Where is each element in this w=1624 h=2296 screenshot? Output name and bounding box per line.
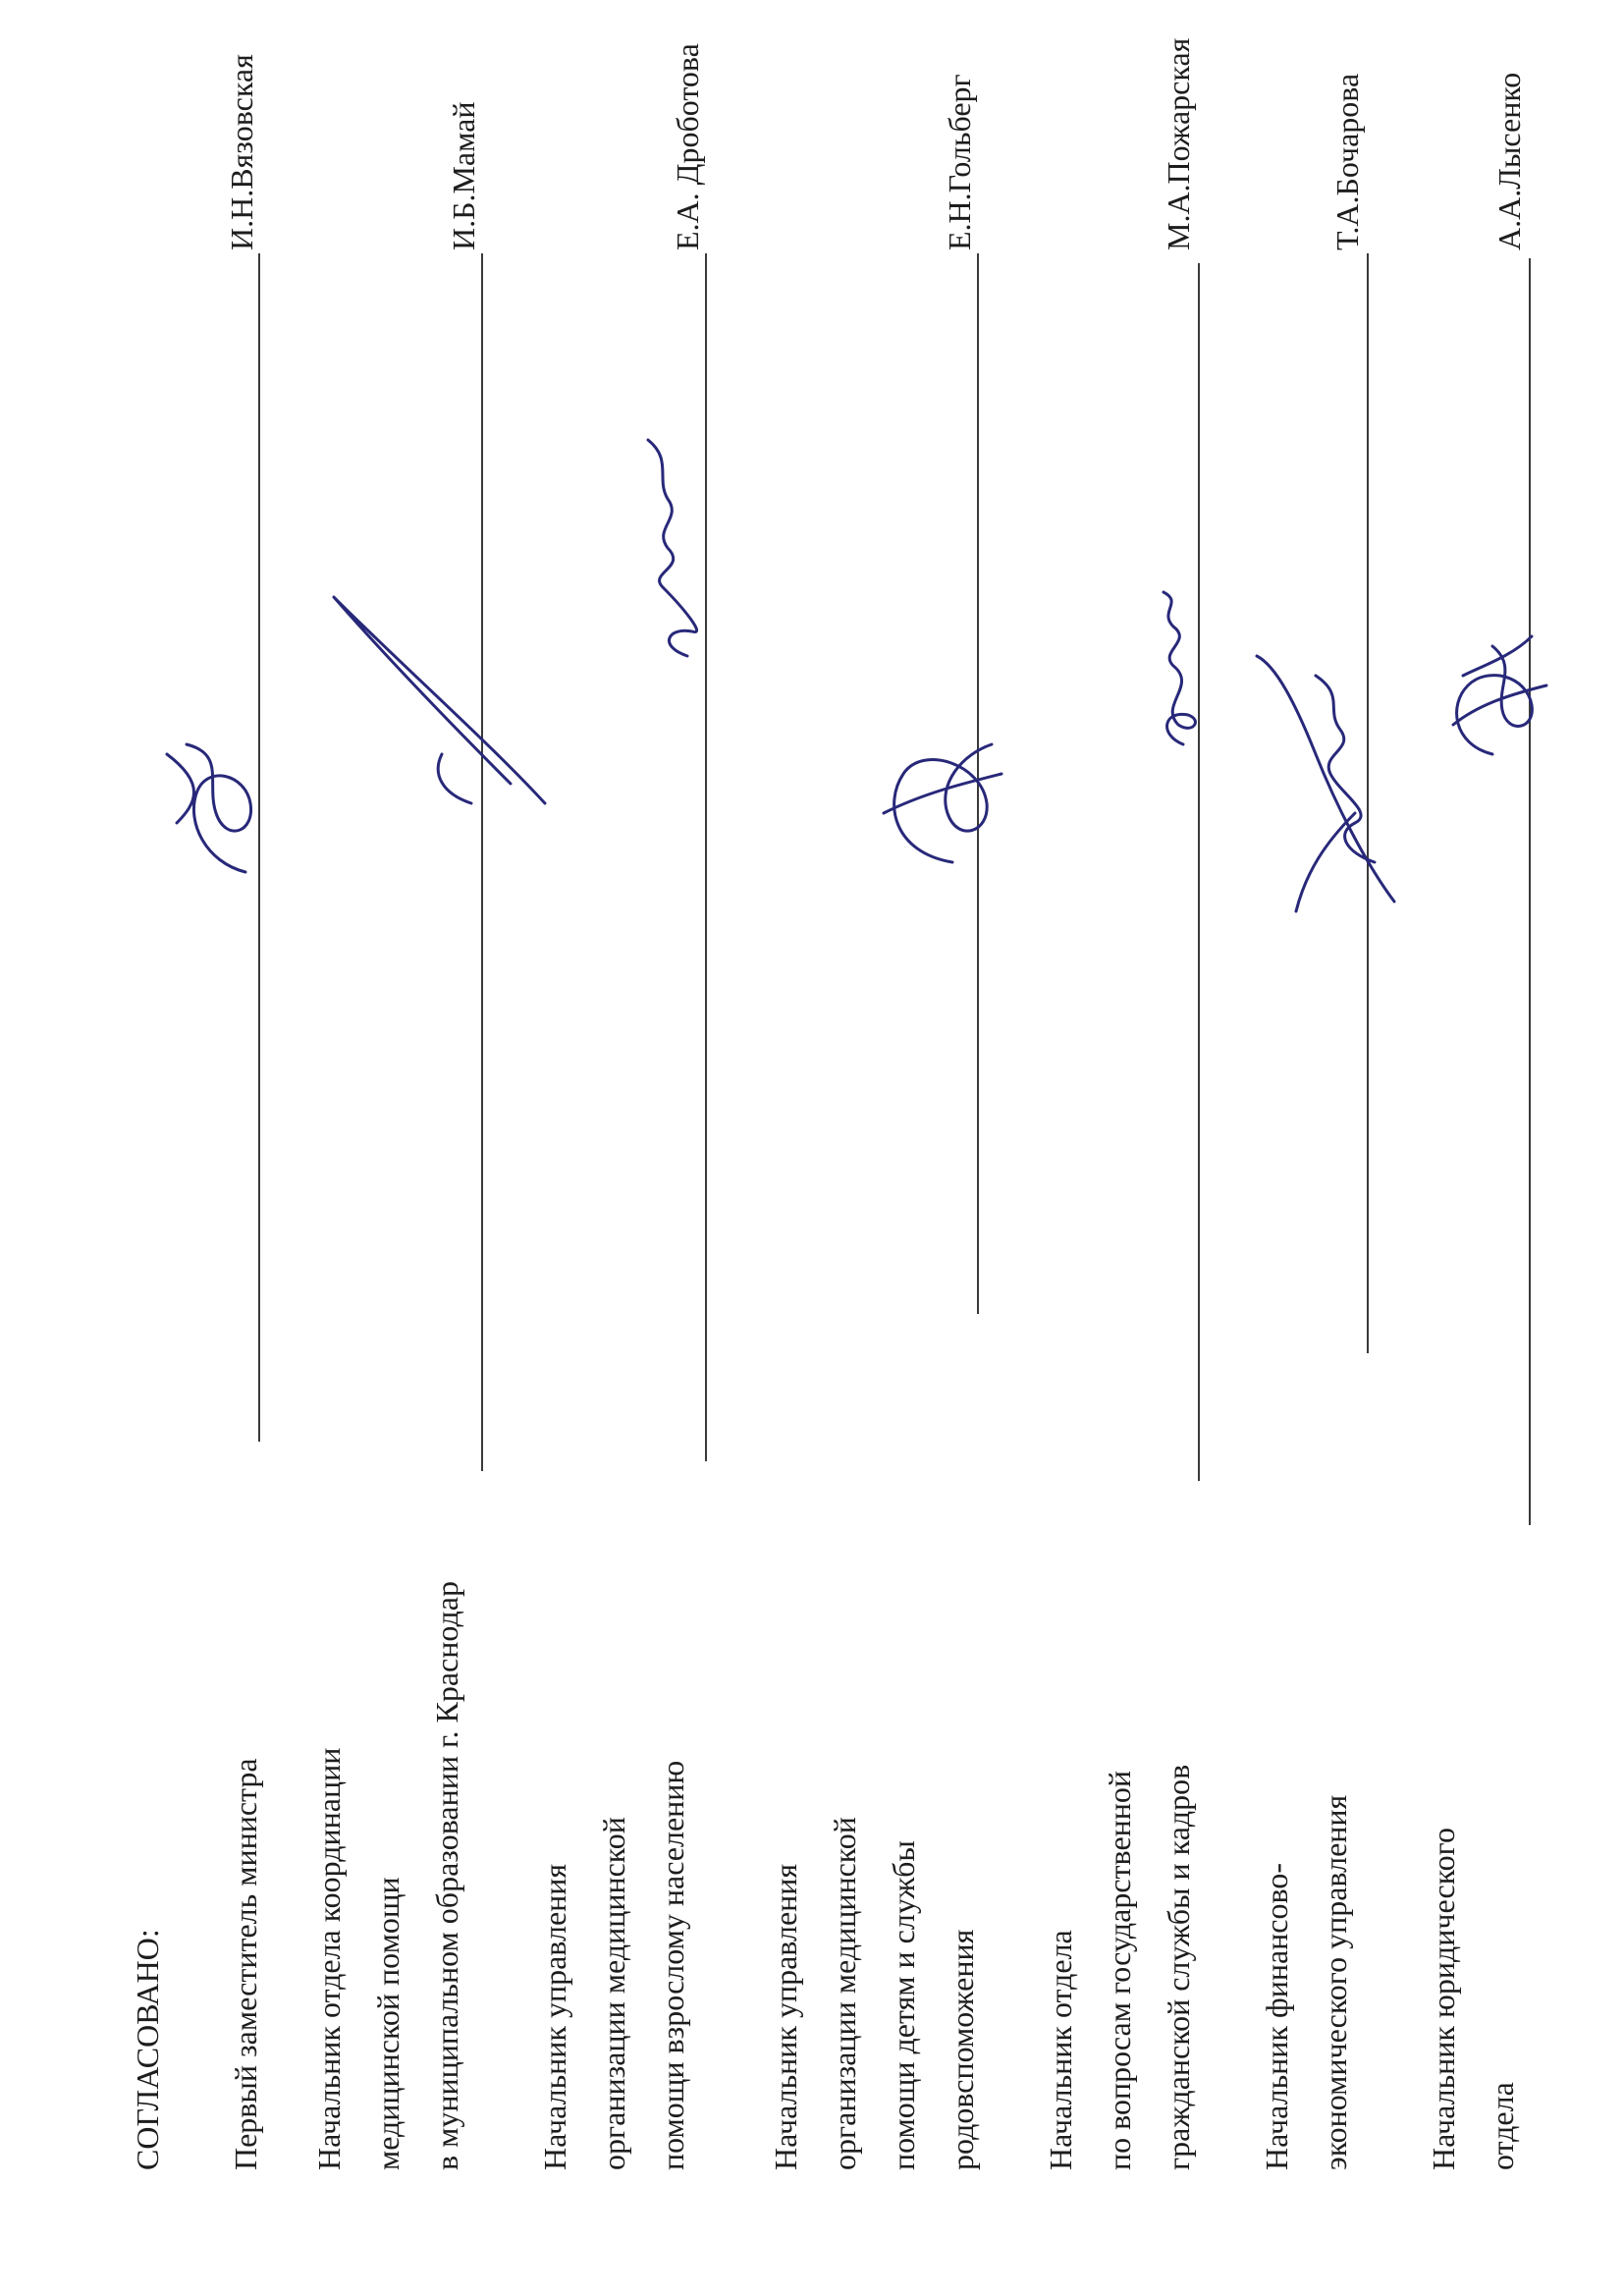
position-line: родовспоможения (945, 1929, 980, 2170)
signatory-name: М.А.Пожарская (1161, 37, 1196, 250)
signatory-name: И.Б.Мамай (446, 101, 481, 250)
position-line: отдела (1485, 2082, 1520, 2170)
signature-line (1529, 258, 1531, 1525)
position-line: экономического управления (1318, 1794, 1353, 2170)
signatory-position (299, 1581, 476, 2170)
signatory-position (1031, 1765, 1208, 2170)
signature-line (481, 253, 483, 1471)
handwritten-signature (1247, 646, 1414, 921)
position-line: по вопросам государственной (1102, 1770, 1137, 2170)
signature-line (1198, 263, 1200, 1481)
position-line: помощи детям и службы (886, 1840, 921, 2170)
position-line: Начальник отдела (1043, 1930, 1078, 2170)
signatory-position (756, 1817, 992, 2170)
signatory-position (525, 1761, 702, 2170)
handwritten-signature (147, 735, 275, 882)
position-line: Начальник управления (537, 1863, 572, 2170)
signatory-name: Е.Н.Гольберг (942, 74, 977, 250)
document-heading: СОГЛАСОВАНО: (130, 1929, 165, 2170)
position-line: Начальник отдела координации (311, 1747, 347, 2170)
position-line: Начальник финансово- (1259, 1862, 1294, 2170)
position-line: помощи взрослому населению (655, 1760, 690, 2170)
position-line: Первый заместитель министра (228, 1758, 263, 2170)
signatory-position (1414, 1828, 1532, 2170)
position-line: медицинской помощи (370, 1877, 406, 2170)
handwritten-signature (324, 587, 560, 813)
signatory-position (216, 1758, 275, 2170)
signatory-name: А.А.Лысенко (1491, 72, 1527, 250)
position-line: гражданской службы и кадров (1161, 1764, 1196, 2170)
signatory-name: И.Н.Вязовская (224, 54, 259, 250)
handwritten-signature (1139, 587, 1208, 754)
handwritten-signature (1434, 627, 1551, 764)
signatory-name: Е.А. Дроботова (670, 43, 705, 250)
signatory-name: Т.А.Бочарова (1329, 73, 1365, 250)
signatory-position (1247, 1795, 1365, 2170)
handwritten-signature (628, 430, 717, 666)
position-line: организации медицинской (596, 1817, 631, 2170)
position-line: в муниципальном образовании г. Краснодар (429, 1581, 464, 2170)
position-line: Начальник юридического (1426, 1828, 1461, 2170)
position-line: Начальник управления (768, 1863, 803, 2170)
handwritten-signature (864, 735, 1011, 872)
position-line: организации медицинской (827, 1817, 862, 2170)
